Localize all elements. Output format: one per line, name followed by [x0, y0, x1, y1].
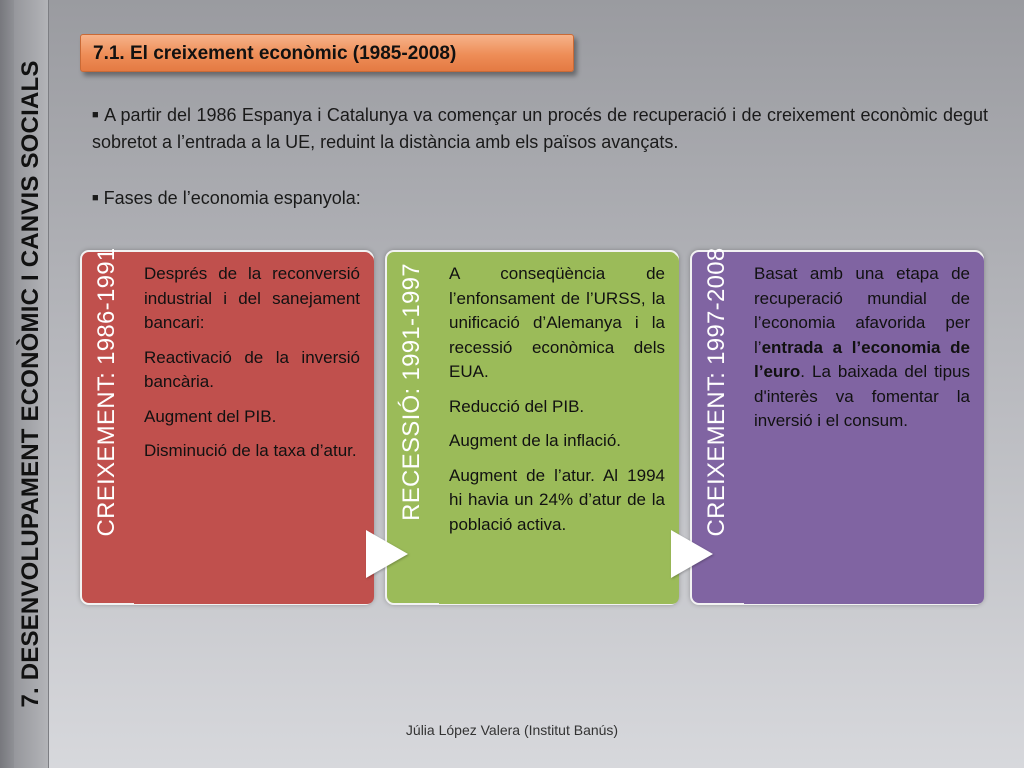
phase-paragraph: Disminució de la taxa d’atur.: [144, 441, 357, 460]
phase-paragraph: Reactivació de la inversió bancària.: [144, 347, 360, 391]
phase-paragraph: Augment del PIB.: [144, 406, 277, 426]
phase-paragraph: A conseqüència de l’enfonsament de l’URSS, la unificació d’Alemanya i la recessió econòmica dels EUA.: [449, 264, 665, 381]
phase-paragraph: Reducció del PIB.: [449, 396, 585, 416]
phase-card-growth-1997: [690, 247, 984, 605]
arrow-right-icon: [366, 530, 408, 578]
phase-label: CREIXEMENT: 1997-2008: [703, 247, 730, 537]
phase-content: [744, 254, 984, 604]
arrow-right-icon: [671, 530, 713, 578]
phase-card-growth-1986: [80, 247, 374, 605]
intro-paragraph: [92, 102, 988, 156]
phase-text: Basat amb una etapa de recuperació mundial de l’economia afavorida per l’: [754, 264, 970, 357]
phase-paragraph: Augment de l’atur. Al 1994 hi havia un 24% d’atur de la població activa.: [449, 465, 665, 534]
phase-paragraph: [754, 262, 970, 434]
chapter-title: 7. DESENVOLUPAMENT ECONÒMIC I CANVIS SOCIALS: [17, 60, 44, 708]
phase-label: RECESSIÓ: 1991-1997: [398, 263, 425, 521]
phase-card-recession-1991: [385, 250, 679, 605]
sidebar: [0, 0, 49, 768]
phase-content: [439, 254, 679, 604]
intro-text: A partir del 1986 Espanya i Catalunya va començar un procés de recuperació i de creixement econòmic degut sobretot a l’entrada a la UE, reduint la distància amb els països avançats.: [92, 105, 988, 152]
section-title: 7.1. El creixement econòmic (1985-2008): [80, 34, 574, 72]
sidebar-accent-stripe: [0, 0, 14, 768]
phase-text: . La baixada del tipus d'interès va fomentar la inversió i el consum.: [754, 362, 970, 430]
phase-text-bold: entrada a l’economia de l’euro: [754, 337, 970, 381]
footer-credit: Júlia López Valera (Institut Banús): [405, 722, 619, 738]
square-bullet-icon: ■: [92, 192, 99, 204]
phase-paragraph: Després de la reconversió industrial i del sanejament bancari:: [144, 264, 360, 332]
square-bullet-icon: ■: [92, 109, 100, 121]
phase-paragraph: Augment de la inflació.: [449, 431, 621, 450]
phases-heading: [92, 185, 988, 212]
phases-heading-text: Fases de l’economia espanyola:: [103, 188, 361, 208]
phase-content: [134, 254, 374, 604]
phase-label: CREIXEMENT: 1986-1991: [93, 247, 120, 537]
